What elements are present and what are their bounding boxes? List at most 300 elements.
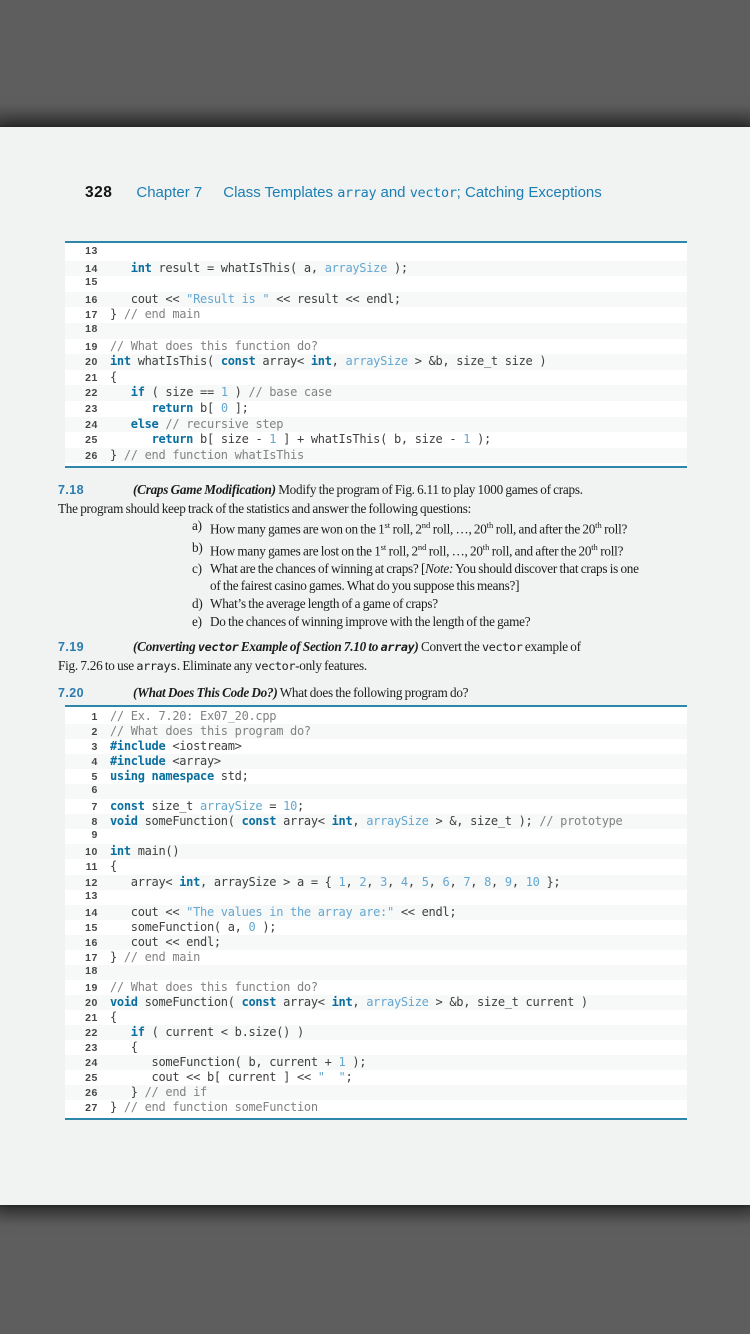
text-segment: <iostream> xyxy=(165,739,242,754)
text-segment: 6 xyxy=(442,874,450,889)
text-segment: b[ size - xyxy=(193,432,270,447)
text-segment: array< xyxy=(110,874,180,889)
line-number: 16 xyxy=(85,936,98,949)
code-line xyxy=(65,784,687,799)
text-segment: 2 xyxy=(359,874,367,889)
text-segment: 5 xyxy=(421,874,429,889)
text-segment: roll, …, 20 xyxy=(426,542,483,558)
code-line xyxy=(65,354,687,370)
line-number: 23 xyxy=(85,402,98,415)
text-segment: } xyxy=(110,1100,124,1115)
code-text xyxy=(110,950,200,965)
code-line xyxy=(65,875,687,890)
text-segment: someFunction( xyxy=(137,994,242,1009)
line-number: 22 xyxy=(85,1026,98,1039)
code-text xyxy=(110,754,221,769)
text-segment: } xyxy=(110,447,124,462)
code-line xyxy=(65,709,687,724)
text-segment xyxy=(110,261,131,275)
text-segment: #include xyxy=(110,754,166,769)
text-segment: // end main xyxy=(123,949,201,964)
text-segment: The program should keep track of the statistics and answer the following questions: xyxy=(58,500,471,516)
code-text xyxy=(110,844,179,859)
line-number: 24 xyxy=(85,1057,98,1070)
text-segment: ); xyxy=(470,432,491,447)
code-text xyxy=(110,417,283,432)
text-segment: whatIsThis( xyxy=(130,354,221,369)
line-number: 15 xyxy=(85,921,98,934)
text-segment: roll, 2 xyxy=(390,521,422,537)
code-text xyxy=(110,769,249,784)
code-line xyxy=(65,995,687,1010)
code-line xyxy=(65,1055,687,1070)
code-line xyxy=(65,950,687,965)
text-segment: th xyxy=(482,541,490,552)
exercise-list-item xyxy=(192,517,690,538)
exercise-text-line xyxy=(58,481,690,500)
code-text xyxy=(110,799,304,814)
text-segment: , xyxy=(491,874,505,889)
line-number: 7 xyxy=(91,801,98,814)
text-segment: ]; xyxy=(227,400,249,415)
list-item-label: a) xyxy=(192,518,202,534)
line-number: 12 xyxy=(85,876,98,889)
line-number: 5 xyxy=(91,771,98,784)
text-segment: st xyxy=(384,520,391,531)
text-segment: Fig. 7.26 to use xyxy=(58,658,137,674)
text-segment: ; Catching Exceptions xyxy=(456,184,602,201)
text-segment: ; xyxy=(345,1070,353,1085)
code-line xyxy=(65,844,687,859)
code-line xyxy=(65,1085,687,1100)
line-number: 22 xyxy=(85,387,98,400)
code-line xyxy=(65,417,687,433)
text-segment: , xyxy=(449,874,464,889)
code-line xyxy=(65,814,687,829)
text-segment: result = whatIsThis( a, xyxy=(151,260,325,275)
text-segment: 1 xyxy=(463,432,471,447)
text-segment: 7.19 xyxy=(58,640,84,655)
line-number: 26 xyxy=(85,449,98,462)
code-text xyxy=(110,401,249,416)
code-text xyxy=(110,905,456,920)
code-text xyxy=(110,1100,318,1115)
code-text xyxy=(110,292,401,307)
text-segment: // What does this function do? xyxy=(110,338,318,353)
exercise xyxy=(58,638,690,675)
text-segment: vector xyxy=(254,659,296,674)
text-segment: arraySize xyxy=(366,994,429,1009)
code-line xyxy=(65,920,687,935)
code-line xyxy=(65,307,687,323)
code-text xyxy=(110,1040,138,1055)
text-segment: , xyxy=(511,874,526,889)
line-number: 24 xyxy=(85,418,98,431)
text-segment: ) xyxy=(227,385,249,400)
line-number: 26 xyxy=(85,1087,98,1100)
line-number: 15 xyxy=(85,276,98,289)
text-segment: // prototype xyxy=(539,814,623,829)
text-segment: if xyxy=(130,385,145,400)
text-segment: > &b, size_t current ) xyxy=(428,994,588,1009)
exercise-list-item xyxy=(192,560,690,595)
text-segment: What’s the average length of a game of craps? xyxy=(210,596,438,611)
text-segment: array xyxy=(337,185,377,201)
line-number: 18 xyxy=(85,322,98,335)
text-segment: #include xyxy=(110,739,166,754)
text-segment: example of xyxy=(522,639,581,655)
code-text xyxy=(110,1025,304,1040)
code-text xyxy=(110,1010,117,1025)
code-text xyxy=(110,1055,366,1070)
code-listing-whatisthis xyxy=(65,241,687,468)
text-segment: 8 xyxy=(484,874,492,889)
exercise xyxy=(58,481,690,630)
line-number: 19 xyxy=(85,981,98,994)
line-number: 25 xyxy=(85,1072,98,1085)
text-segment: Example of Section 7.10 to xyxy=(238,639,381,655)
text-segment: return xyxy=(151,432,194,447)
page-number: 328 xyxy=(85,184,113,201)
text-segment: th xyxy=(595,520,602,531)
text-segment: << endl; xyxy=(393,904,457,919)
text-segment: { xyxy=(110,859,117,874)
code-line xyxy=(65,890,687,905)
code-line xyxy=(65,1010,687,1025)
code-line xyxy=(65,859,687,874)
code-line xyxy=(65,339,687,355)
code-line xyxy=(65,1025,687,1040)
text-segment: // end if xyxy=(144,1085,207,1100)
list-item-label: d) xyxy=(192,596,203,611)
line-number: 20 xyxy=(85,996,98,1009)
line-number: 17 xyxy=(85,951,98,964)
line-number: 4 xyxy=(91,756,98,769)
text-segment: main() xyxy=(130,844,180,859)
text-segment: ) xyxy=(414,639,419,655)
text-segment: "The values in the array are:" xyxy=(186,904,394,919)
text-segment: // end function someFunction xyxy=(123,1100,318,1115)
text-segment: 4 xyxy=(400,874,408,889)
text-segment: roll, and after the 20 xyxy=(489,542,592,558)
chapter-label: Chapter 7 xyxy=(136,184,203,201)
text-segment: arraySize xyxy=(200,799,263,814)
text-segment: , xyxy=(366,874,381,889)
text-segment: nd xyxy=(421,520,431,531)
line-number: 2 xyxy=(91,726,98,739)
code-text xyxy=(110,432,491,447)
code-text xyxy=(110,875,560,890)
code-line xyxy=(65,980,687,995)
text-segment: 0 xyxy=(220,400,228,415)
text-segment: 1 xyxy=(220,385,228,400)
text-segment: 0 xyxy=(248,919,256,934)
text-segment: vector xyxy=(197,640,239,655)
text-segment: size_t xyxy=(144,799,201,814)
code-line xyxy=(65,739,687,754)
code-line xyxy=(65,965,687,980)
text-segment: b[ xyxy=(193,400,221,415)
code-text xyxy=(110,370,117,385)
text-segment: arraySize xyxy=(345,354,408,369)
text-segment: cout << b[ current ] << xyxy=(110,1070,318,1085)
text-segment: int xyxy=(331,814,353,829)
text-segment: , xyxy=(428,874,443,889)
list-item-text xyxy=(210,539,623,560)
text-segment: array< xyxy=(255,354,311,369)
text-segment: > &, size_t ); xyxy=(428,814,540,829)
line-number: 6 xyxy=(91,784,98,797)
list-item-label: b) xyxy=(192,539,203,555)
text-segment: if xyxy=(130,1024,145,1039)
code-line xyxy=(65,724,687,739)
code-line xyxy=(65,292,687,308)
code-listing-ex07-20 xyxy=(65,705,687,1120)
text-segment: Modify the program of Fig. 6.11 to play 1000 games of craps. xyxy=(275,482,583,497)
text-segment: , xyxy=(345,874,360,889)
code-text xyxy=(110,859,117,874)
text-segment: const xyxy=(220,354,256,369)
text-segment: someFunction( b, current + xyxy=(110,1055,339,1070)
text-segment: Class Templates xyxy=(223,184,338,201)
text-segment: cout << endl; xyxy=(110,934,221,949)
line-number: 23 xyxy=(85,1042,98,1055)
text-segment: else xyxy=(130,416,159,431)
text-segment: 1 xyxy=(338,874,346,889)
text-segment: What does the following program do? xyxy=(277,684,469,700)
text-segment: 10 xyxy=(525,874,540,889)
text-segment: , xyxy=(387,874,401,889)
running-head xyxy=(85,184,602,202)
text-segment: } xyxy=(110,949,124,964)
code-text xyxy=(110,814,622,829)
line-number: 21 xyxy=(85,371,98,384)
reader-top-band xyxy=(0,0,750,127)
text-segment: 7.18 xyxy=(58,483,84,497)
exercise-list-item xyxy=(192,595,690,613)
text-segment: array< xyxy=(276,814,332,829)
list-item-label: c) xyxy=(192,560,202,576)
code-line xyxy=(65,323,687,339)
text-segment: { xyxy=(110,369,117,384)
text-segment: roll? xyxy=(597,542,624,558)
text-segment: . Eliminate any xyxy=(176,658,255,674)
text-segment: , arraySize > a = { xyxy=(200,874,339,889)
exercise-text-line xyxy=(58,638,690,657)
text-segment: ); xyxy=(345,1055,367,1070)
line-number: 20 xyxy=(85,356,98,369)
exercise xyxy=(58,684,690,703)
text-segment: cout << xyxy=(110,291,187,306)
book-page xyxy=(0,127,750,1205)
code-text xyxy=(110,935,221,950)
text-segment: th xyxy=(486,520,494,531)
text-segment: vector xyxy=(481,640,523,655)
text-segment: and xyxy=(376,184,410,201)
text-segment: void xyxy=(110,814,138,829)
text-segment: Do the chances of winning improve with the length of the game? xyxy=(210,613,531,629)
text-segment: Convert the xyxy=(418,639,482,655)
text-segment: " " xyxy=(317,1070,346,1085)
text-segment: 1 xyxy=(269,432,277,447)
text-segment: int xyxy=(310,354,332,369)
text-segment: std; xyxy=(213,769,249,784)
line-number: 19 xyxy=(85,340,98,353)
text-segment: array xyxy=(380,640,415,655)
text-segment: , xyxy=(331,354,346,369)
text-segment: , xyxy=(470,874,485,889)
code-line xyxy=(65,261,687,277)
code-line xyxy=(65,799,687,814)
text-segment: const xyxy=(110,799,145,814)
exercise-text-line xyxy=(58,657,690,676)
exercise-list-item xyxy=(192,613,690,631)
text-segment: How many games are won on the 1 xyxy=(210,521,385,537)
text-segment: nd xyxy=(417,541,427,552)
code-line xyxy=(65,1040,687,1055)
code-line xyxy=(65,370,687,386)
reader-bottom-band xyxy=(0,1205,750,1334)
code-line xyxy=(65,276,687,292)
line-number: 1 xyxy=(91,711,98,723)
code-text xyxy=(110,385,332,400)
text-segment: { xyxy=(110,1009,117,1024)
code-line xyxy=(65,1100,687,1115)
text-segment: }; xyxy=(539,874,561,889)
text-segment: // base case xyxy=(248,385,332,400)
text-segment: << result << endl; xyxy=(269,291,401,306)
text-segment: , xyxy=(352,814,367,829)
code-line xyxy=(65,448,687,464)
code-line xyxy=(65,1070,687,1085)
text-segment: > &b, size_t size ) xyxy=(407,354,547,369)
text-segment: int xyxy=(179,874,201,889)
text-segment: ] + whatIsThis( b, size - xyxy=(276,432,464,447)
code-text xyxy=(110,724,311,739)
code-line xyxy=(65,905,687,920)
text-segment: What are the chances of winning at craps? [ xyxy=(210,560,426,576)
line-number: 14 xyxy=(85,262,98,275)
text-segment: ; xyxy=(297,799,304,814)
line-number: 14 xyxy=(85,906,98,919)
text-segment: roll? xyxy=(601,521,628,537)
code-line xyxy=(65,935,687,950)
code-line xyxy=(65,385,687,401)
text-segment: int xyxy=(110,354,131,369)
chapter-title xyxy=(223,184,602,201)
text-segment: // recursive step xyxy=(165,416,284,431)
text-segment: void xyxy=(110,994,138,1009)
code-text xyxy=(110,995,588,1010)
line-number: 3 xyxy=(91,741,98,754)
text-segment: // end main xyxy=(123,307,201,322)
text-segment: (Craps Game Modification) xyxy=(133,482,276,497)
text-segment: } xyxy=(110,307,124,322)
text-segment: ); xyxy=(387,260,408,275)
text-segment: const xyxy=(241,814,277,829)
text-segment: arraySize xyxy=(366,814,429,829)
code-line xyxy=(65,754,687,769)
line-number: 17 xyxy=(85,309,98,322)
line-number: 11 xyxy=(85,861,98,874)
code-line xyxy=(65,829,687,844)
code-text xyxy=(110,354,546,369)
text-segment: someFunction( a, xyxy=(110,919,249,934)
line-number: 18 xyxy=(85,964,98,977)
text-segment: (What Does This Code Do?) xyxy=(133,684,278,700)
code-text xyxy=(110,1070,352,1085)
text-segment: <array> xyxy=(165,754,221,769)
exercises-block xyxy=(58,481,690,711)
text-segment: st xyxy=(380,541,387,552)
text-segment: 7.20 xyxy=(58,685,84,700)
text-segment: , xyxy=(352,994,367,1009)
text-segment: of the fairest casino games. What do you suppose this means?] xyxy=(210,578,520,594)
line-number: 13 xyxy=(85,889,98,902)
text-segment: ); xyxy=(255,919,277,934)
line-number: 10 xyxy=(85,846,98,859)
text-segment: arraySize xyxy=(324,260,388,275)
text-segment: const xyxy=(241,994,277,1009)
exercise-text-line xyxy=(58,684,690,703)
text-segment: // end function whatIsThis xyxy=(123,447,304,462)
text-segment: int xyxy=(130,260,152,275)
code-line xyxy=(65,245,687,261)
code-text xyxy=(110,261,408,276)
text-segment: int xyxy=(331,994,353,1009)
text-segment: "Result is " xyxy=(186,291,270,306)
code-text xyxy=(110,980,318,995)
text-segment: 10 xyxy=(283,799,297,814)
text-segment: How many games are lost on the 1 xyxy=(210,542,381,558)
code-text xyxy=(110,307,200,322)
code-text xyxy=(110,339,318,354)
text-segment: (Converting xyxy=(133,639,198,655)
text-segment: { xyxy=(110,1040,138,1055)
text-segment: int xyxy=(110,844,131,859)
text-segment: someFunction( xyxy=(137,814,242,829)
text-segment: 3 xyxy=(380,874,388,889)
line-number: 21 xyxy=(85,1011,98,1024)
text-segment xyxy=(110,401,152,415)
text-segment: You should discover that craps is one xyxy=(453,560,639,576)
text-segment: // What does this program do? xyxy=(110,724,311,739)
code-line xyxy=(65,769,687,784)
line-number: 16 xyxy=(85,293,98,306)
exercise-list-item xyxy=(192,539,690,560)
text-segment xyxy=(110,385,131,399)
text-segment: Note: xyxy=(425,560,454,576)
code-text xyxy=(110,1085,207,1100)
text-segment: , xyxy=(407,874,422,889)
text-segment: 9 xyxy=(504,874,512,889)
text-segment xyxy=(110,417,131,431)
text-segment: 1 xyxy=(338,1055,346,1070)
line-number: 13 xyxy=(85,245,98,257)
code-text xyxy=(110,920,276,935)
line-number: 25 xyxy=(85,434,98,447)
code-text xyxy=(110,739,242,754)
text-segment: ( current < b.size() ) xyxy=(144,1024,304,1039)
code-line xyxy=(65,432,687,448)
text-segment: using namespace xyxy=(110,769,214,784)
text-segment: 7 xyxy=(463,874,471,889)
text-segment: = xyxy=(262,799,284,814)
list-item-text xyxy=(210,517,627,538)
list-item-text xyxy=(210,595,438,613)
code-text xyxy=(110,448,304,463)
list-item-label: e) xyxy=(192,613,202,629)
